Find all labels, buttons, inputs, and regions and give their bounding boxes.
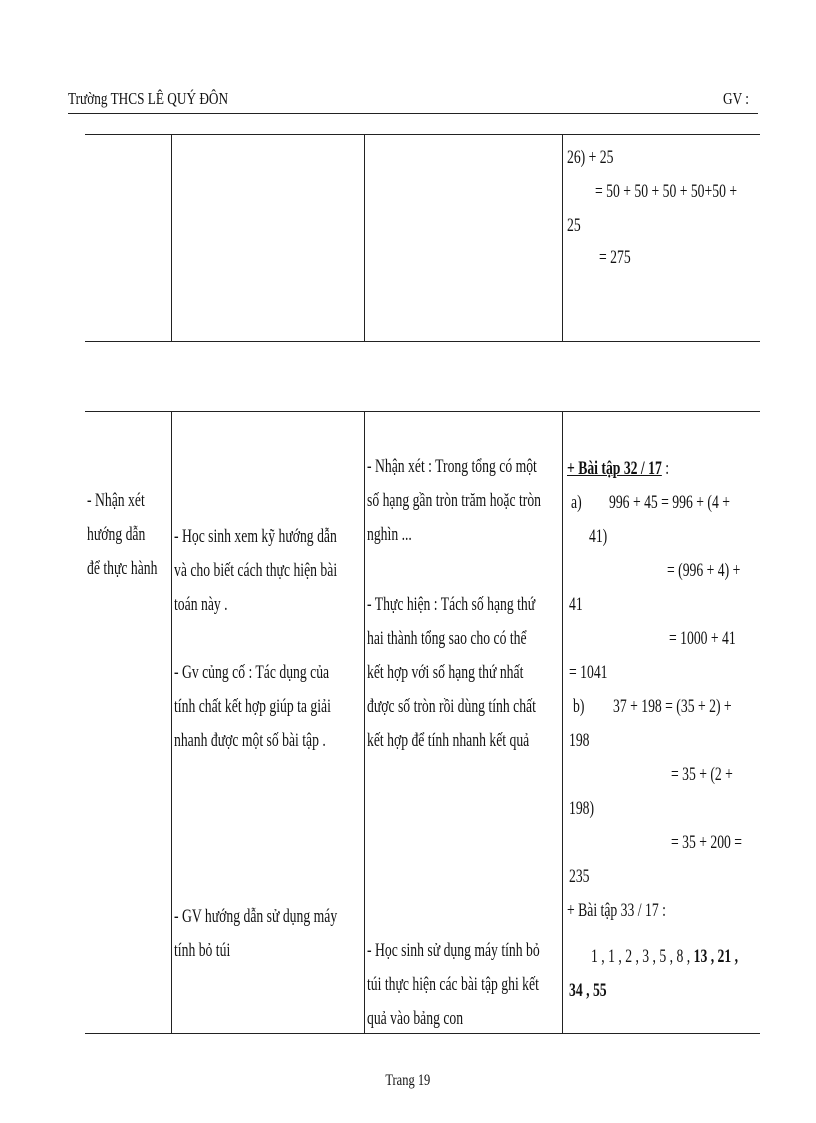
t1-content-line: 25 <box>566 215 581 236</box>
student-line: nghìn ... <box>366 524 412 545</box>
activity-line: để thực hành <box>87 558 158 579</box>
content-line: = 1000 + 41 <box>668 628 736 649</box>
teacher-line: - Gv củng cố : Tác dụng của <box>173 662 329 683</box>
activity-line: - Nhận xét <box>87 490 145 511</box>
t2-col-activity <box>85 412 171 1034</box>
teacher-line: nhanh được một số bài tập . <box>173 730 326 751</box>
content-line: 198) <box>568 798 594 819</box>
t1-content-line: = 50 + 50 + 50 + 50+50 + <box>594 181 737 202</box>
teacher-line: tính bỏ túi <box>173 940 230 961</box>
teacher-line: tính chất kết hợp giúp ta giải <box>173 696 331 717</box>
t2-col-teacher <box>171 412 364 1034</box>
teacher-line: toán này . <box>173 594 228 615</box>
fibonacci-sequence-cont: 34 , 55 <box>568 980 607 1001</box>
content-line: b) <box>572 696 584 717</box>
exercise-33-title: + Bài tập 33 / 17 : <box>566 900 666 921</box>
t2-col-student <box>364 412 562 1034</box>
exercise-32-title: + Bài tập 32 / 17 : <box>566 458 669 479</box>
teacher-line: - Học sinh xem kỹ hướng dẫn <box>173 526 337 547</box>
t1-content-line: 26) + 25 <box>566 147 613 168</box>
t1-col-content <box>562 135 760 342</box>
content-line: 996 + 45 = 996 + (4 + <box>608 492 730 513</box>
t1-content-line: = 275 <box>598 247 631 268</box>
page-number: Trang 19 <box>385 1072 431 1089</box>
activity-line: hướng dẫn <box>87 524 146 545</box>
student-line: quả vào bảng con <box>366 1008 463 1029</box>
t1-col-teacher <box>171 135 364 342</box>
content-line: 41) <box>588 526 607 547</box>
teacher-line: - GV hướng dẫn sử dụng máy <box>173 906 337 927</box>
student-line: - Học sinh sử dụng máy tính bỏ <box>366 940 540 961</box>
header-teacher: GV : <box>722 89 749 108</box>
t1-col-student <box>364 135 562 342</box>
lesson-table-continued <box>85 134 760 342</box>
lesson-table <box>85 411 760 1034</box>
student-line: túi thực hiện các bài tập ghi kết <box>366 974 539 995</box>
content-line: = (996 + 4) + <box>666 560 740 581</box>
content-line: 41 <box>568 594 583 615</box>
content-line: = 1041 <box>568 662 607 683</box>
student-line: kết hợp để tính nhanh kết quả <box>366 730 529 751</box>
header-divider <box>68 113 758 114</box>
teacher-line: và cho biết cách thực hiện bài <box>173 560 337 581</box>
t2-col-content <box>562 412 760 1034</box>
content-line: 37 + 198 = (35 + 2) + <box>612 696 732 717</box>
student-line: - Thực hiện : Tách số hạng thứ <box>366 594 535 615</box>
content-line: 198 <box>568 730 590 751</box>
student-line: được số tròn rồi dùng tính chất <box>366 696 536 717</box>
content-line: = 35 + 200 = <box>670 832 742 853</box>
student-line: số hạng gần tròn trăm hoặc tròn <box>366 490 541 511</box>
t1-col-activity <box>85 135 171 342</box>
content-line: a) <box>570 492 582 513</box>
student-line: hai thành tổng sao cho có thể <box>366 628 527 649</box>
student-line: - Nhận xét : Trong tổng có một <box>366 456 537 477</box>
student-line: kết hợp với số hạng thứ nhất <box>366 662 523 683</box>
header-school: Trường THCS LÊ QUÝ ĐÔN <box>68 89 229 108</box>
content-line: = 35 + (2 + <box>670 764 733 785</box>
fibonacci-sequence: 1 , 1 , 2 , 3 , 5 , 8 , 13 , 21 , <box>590 946 738 967</box>
content-line: 235 <box>568 866 590 887</box>
